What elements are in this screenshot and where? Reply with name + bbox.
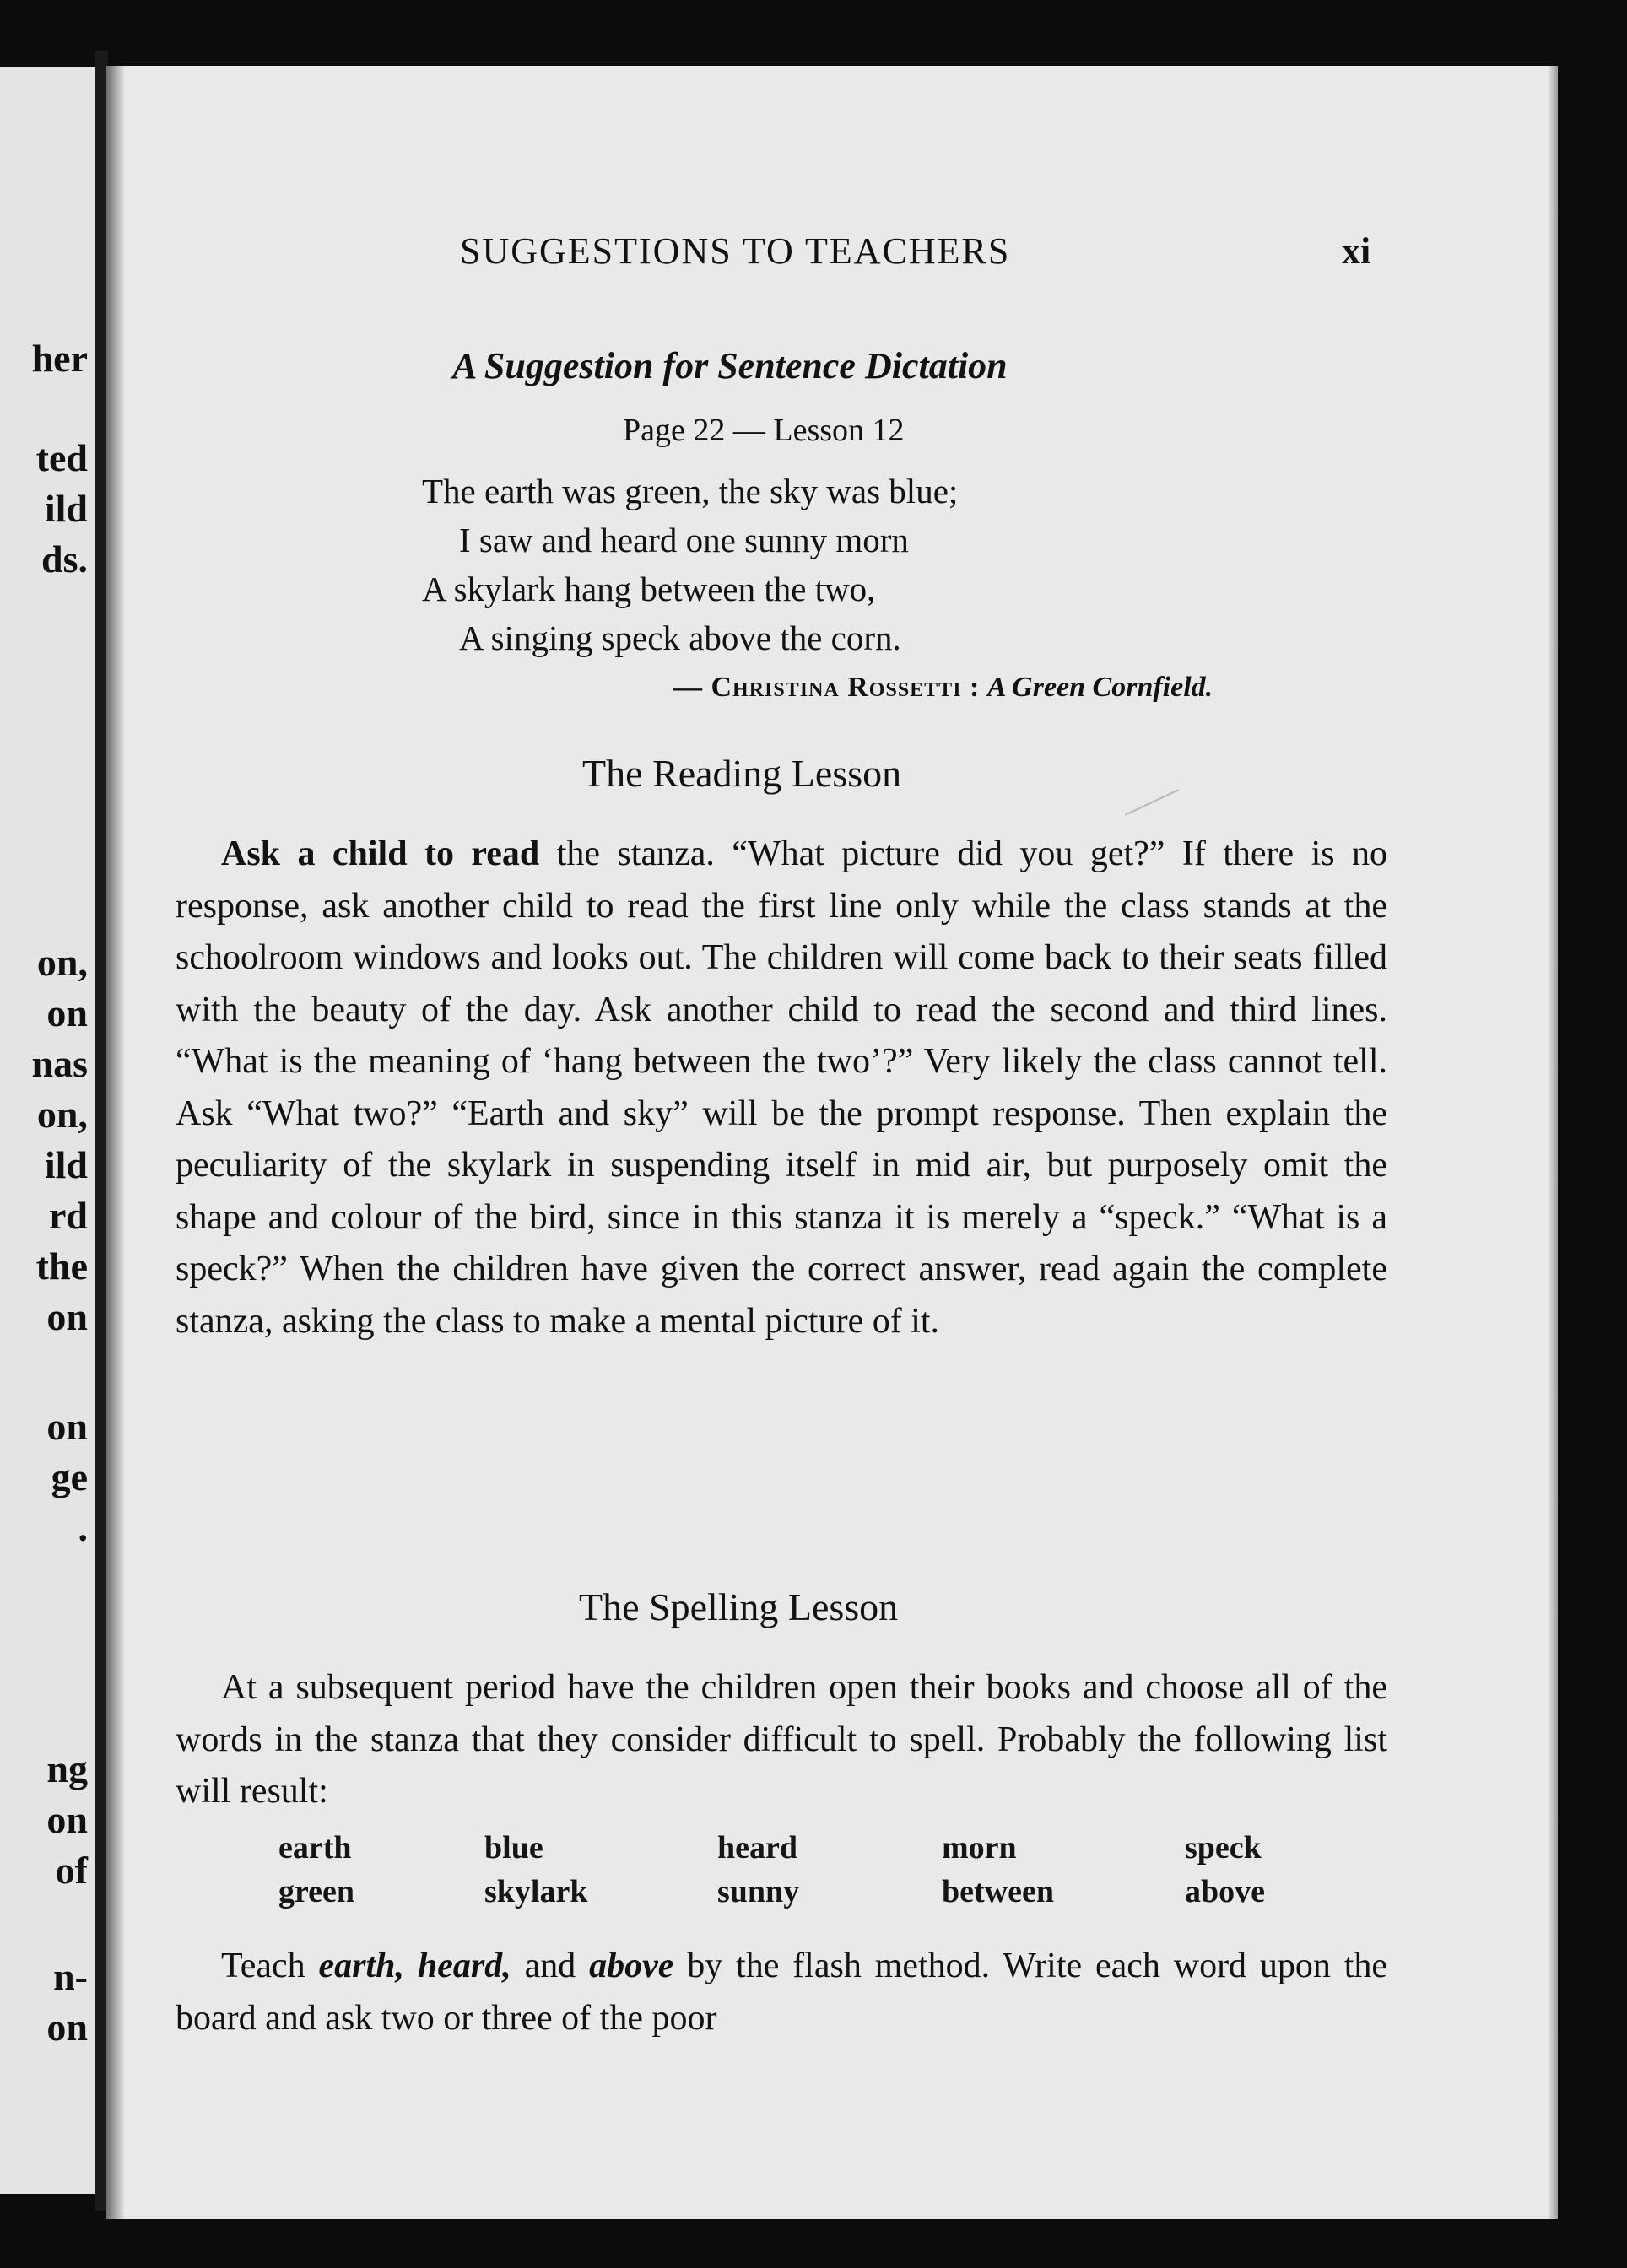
verse-line-1: The earth was green, the sky was blue; — [422, 472, 959, 510]
verse-line-2: I saw and heard one sunny morn — [459, 521, 909, 559]
prev-fragment: ng — [46, 1747, 88, 1790]
dictation-page-ref: Page 22 — Lesson 12 — [623, 413, 905, 448]
teach-and: and — [524, 1947, 576, 1985]
spelling-word: blue — [484, 1830, 543, 1866]
prev-fragment: . — [78, 1506, 88, 1549]
prev-fragment: on — [46, 991, 88, 1034]
spelling-word: speck — [1185, 1830, 1262, 1866]
gutter-shadow — [106, 66, 125, 2219]
teach-word: earth, — [318, 1947, 405, 1985]
prev-fragment: on, — [36, 1093, 88, 1136]
prev-fragment: the — [35, 1245, 88, 1288]
spelling-word: between — [942, 1874, 1054, 1909]
dictation-heading: A Suggestion for Sentence Dictation — [452, 345, 1008, 386]
spelling-lesson-heading: The Spelling Lesson — [579, 1585, 899, 1628]
prev-fragment: on — [46, 2006, 88, 2049]
spelling-word: skylark — [484, 1874, 588, 1909]
reading-body: the stanza. “What picture did you get?” If there is no response, ask another child to read the first line only while the class stands at the schoolroom windows and looks out. The children will come back to their seats filled with the beauty of the day. Ask another child to read the second and third lines. “What is the meaning of ‘hang between the two’?” Very likely the class cannot tell. Ask “What two?” “Earth and sky” will be the prompt response. Then explain the peculiarity of the skylark in suspending itself in mid air, but purposely omit the shape and colour of the bird, since in this stanza it is merely a “speck.” “What is a speck?” When the children have given the correct answer, read again the complete stanza, asking the class to make a mental picture of it. — [176, 834, 1388, 1341]
prev-fragment: on — [46, 1295, 88, 1338]
prev-fragment: on — [46, 1405, 88, 1448]
attribution-author: — Christina Rossetti : — [673, 672, 981, 703]
verse-attribution — [673, 672, 1213, 704]
edge-shadow — [1548, 66, 1558, 2219]
reading-lesson-paragraph — [176, 829, 1387, 1347]
spelling-lesson-paragraph: At a subsequent period have the children open their books and choose all of the words in the stanza that they consider difficult to spell. Probably the following list will result: — [176, 1668, 1387, 1811]
verse-line-3: A skylark hang between the two, — [422, 570, 876, 608]
prev-fragment: ge — [51, 1455, 88, 1498]
previous-page-edge — [0, 68, 95, 2194]
spelling-word: green — [278, 1874, 355, 1909]
prev-fragment: on, — [36, 941, 88, 984]
running-head: SUGGESTIONS TO TEACHERS — [460, 230, 1011, 272]
prev-fragment: ds. — [41, 537, 88, 580]
prev-fragment: ted — [35, 436, 88, 479]
prev-fragment: rd — [49, 1194, 88, 1237]
prev-fragment: ild — [44, 1143, 88, 1186]
prev-fragment: on — [46, 1798, 88, 1841]
prev-fragment: ild — [44, 487, 88, 530]
prev-fragment: n- — [53, 1955, 88, 1998]
spelling-word: earth — [278, 1830, 352, 1866]
verse-line-4: A singing speck above the corn. — [459, 618, 901, 657]
page-number: xi — [1342, 230, 1371, 272]
attribution-title: A Green Cornfield. — [986, 672, 1213, 703]
teach-word: above — [589, 1947, 674, 1985]
teach-rest: by the flash method. Write each word upon the board and ask two or three of the poor — [176, 1947, 1388, 2038]
spelling-word: morn — [942, 1830, 1017, 1866]
teach-prefix: Teach — [221, 1947, 305, 1985]
teach-word: heard, — [417, 1947, 511, 1985]
spelling-word: sunny — [717, 1874, 800, 1909]
prev-fragment: of — [55, 1849, 88, 1892]
spelling-word: above — [1185, 1874, 1265, 1909]
prev-fragment: her — [31, 337, 88, 380]
teach-paragraph — [176, 1941, 1387, 2044]
reading-lesson-heading: The Reading Lesson — [582, 752, 902, 795]
reading-lead: Ask a child to read — [221, 834, 540, 873]
prev-fragment: nas — [31, 1042, 88, 1085]
spelling-word: heard — [717, 1830, 797, 1866]
